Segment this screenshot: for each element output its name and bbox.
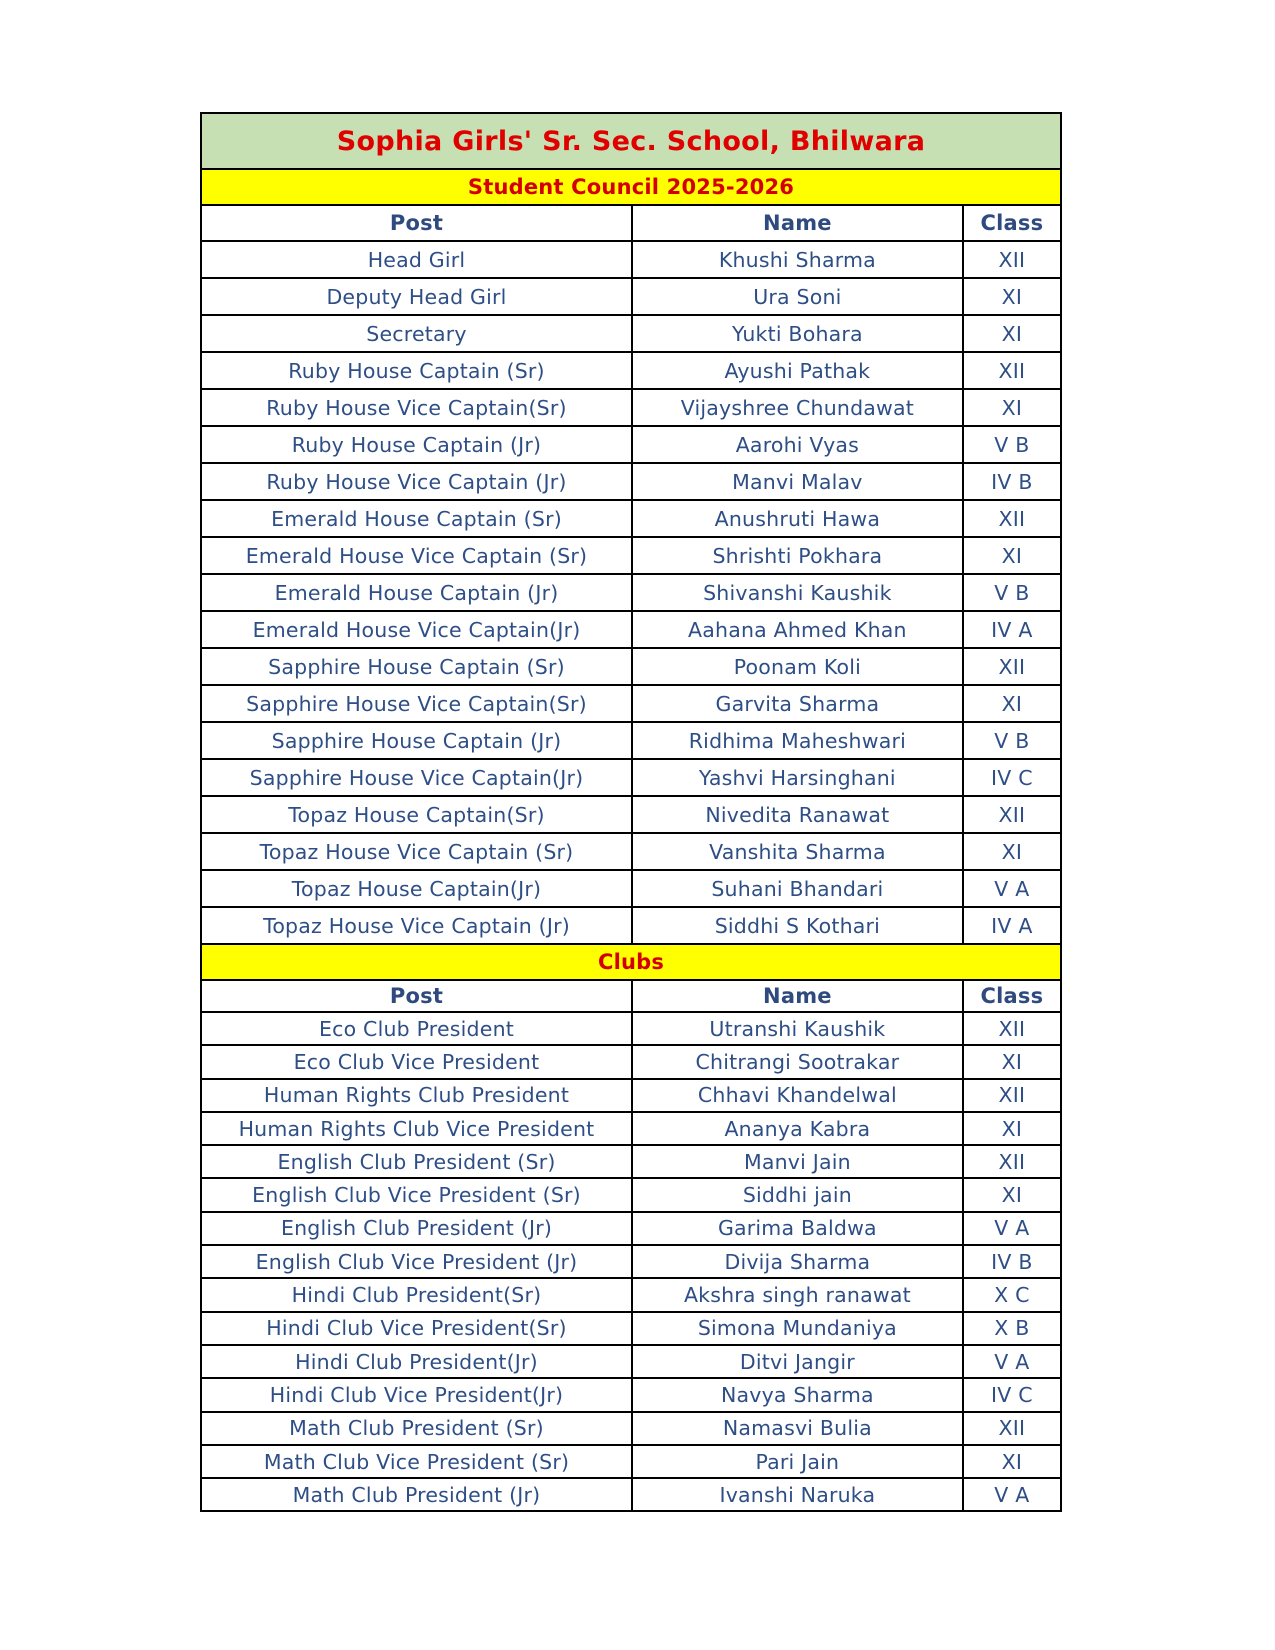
class-cell: XII: [963, 1079, 1061, 1112]
post-cell: English Club Vice President (Sr): [201, 1178, 632, 1211]
name-cell: Siddhi S Kothari: [632, 907, 963, 944]
name-cell: Vanshita Sharma: [632, 833, 963, 870]
name-cell: Shivanshi Kaushik: [632, 574, 963, 611]
column-header-post: Post: [201, 205, 632, 241]
class-cell: XI: [963, 389, 1061, 426]
clubs-table-row: [201, 1345, 1061, 1378]
title-row: [201, 113, 1061, 169]
clubs-table-row: [201, 1378, 1061, 1411]
name-cell: Anushruti Hawa: [632, 500, 963, 537]
class-cell: XII: [963, 1412, 1061, 1445]
post-cell: Hindi Club President(Jr): [201, 1345, 632, 1378]
class-cell: V A: [963, 1478, 1061, 1511]
post-cell: Sapphire House Captain (Sr): [201, 648, 632, 685]
name-cell: Manvi Malav: [632, 463, 963, 500]
clubs-table-row: [201, 1445, 1061, 1478]
class-cell: XI: [963, 1112, 1061, 1145]
name-cell: Manvi Jain: [632, 1145, 963, 1178]
class-cell: XII: [963, 500, 1061, 537]
council-table-row: [201, 796, 1061, 833]
council-table-row: [201, 870, 1061, 907]
class-cell: XI: [963, 1178, 1061, 1211]
council-column-header-row: [201, 205, 1061, 241]
name-cell: Aahana Ahmed Khan: [632, 611, 963, 648]
post-cell: Ruby House Vice Captain(Sr): [201, 389, 632, 426]
clubs-table-row: [201, 1045, 1061, 1078]
class-cell: X B: [963, 1312, 1061, 1345]
post-cell: Hindi Club Vice President(Jr): [201, 1378, 632, 1411]
name-cell: Yashvi Harsinghani: [632, 759, 963, 796]
class-cell: XII: [963, 796, 1061, 833]
class-cell: IV C: [963, 1378, 1061, 1411]
post-cell: Topaz House Captain(Jr): [201, 870, 632, 907]
class-cell: XII: [963, 648, 1061, 685]
post-cell: Topaz House Captain(Sr): [201, 796, 632, 833]
school-title: Sophia Girls' Sr. Sec. School, Bhilwara: [201, 113, 1061, 169]
class-cell: XII: [963, 1012, 1061, 1045]
council-table-row: [201, 463, 1061, 500]
clubs-table-row: [201, 1212, 1061, 1245]
class-cell: IV A: [963, 907, 1061, 944]
column-header-class: Class: [963, 205, 1061, 241]
class-cell: IV B: [963, 463, 1061, 500]
post-cell: English Club President (Sr): [201, 1145, 632, 1178]
class-cell: V B: [963, 722, 1061, 759]
post-cell: Head Girl: [201, 241, 632, 278]
council-table-row: [201, 315, 1061, 352]
name-cell: Ura Soni: [632, 278, 963, 315]
name-cell: Aarohi Vyas: [632, 426, 963, 463]
council-table-row: [201, 241, 1061, 278]
post-cell: Eco Club Vice President: [201, 1045, 632, 1078]
name-cell: Suhani Bhandari: [632, 870, 963, 907]
class-cell: V B: [963, 426, 1061, 463]
clubs-table-row: [201, 1079, 1061, 1112]
class-cell: XI: [963, 315, 1061, 352]
name-cell: Shrishti Pokhara: [632, 537, 963, 574]
council-table-row: [201, 352, 1061, 389]
post-cell: Ruby House Captain (Jr): [201, 426, 632, 463]
council-table-row: [201, 500, 1061, 537]
council-table-row: [201, 389, 1061, 426]
council-table-row: [201, 648, 1061, 685]
council-table: [200, 112, 1062, 1512]
name-cell: Pari Jain: [632, 1445, 963, 1478]
post-cell: Hindi Club Vice President(Sr): [201, 1312, 632, 1345]
name-cell: Chhavi Khandelwal: [632, 1079, 963, 1112]
council-table-row: [201, 907, 1061, 944]
clubs-table-row: [201, 1245, 1061, 1278]
clubs-table-row: [201, 1278, 1061, 1311]
clubs-table-row: [201, 1112, 1061, 1145]
name-cell: Ridhima Maheshwari: [632, 722, 963, 759]
clubs-table-row: [201, 1012, 1061, 1045]
class-cell: V A: [963, 1345, 1061, 1378]
council-table-row: [201, 685, 1061, 722]
name-cell: Yukti Bohara: [632, 315, 963, 352]
class-cell: X C: [963, 1278, 1061, 1311]
post-cell: Hindi Club President(Sr): [201, 1278, 632, 1311]
name-cell: Simona Mundaniya: [632, 1312, 963, 1345]
post-cell: Emerald House Captain (Jr): [201, 574, 632, 611]
name-cell: Vijayshree Chundawat: [632, 389, 963, 426]
column-header-name: Name: [632, 980, 963, 1012]
council-heading: Student Council 2025-2026: [201, 169, 1061, 205]
name-cell: Ivanshi Naruka: [632, 1478, 963, 1511]
post-cell: Human Rights Club Vice President: [201, 1112, 632, 1145]
class-cell: IV C: [963, 759, 1061, 796]
name-cell: Navya Sharma: [632, 1378, 963, 1411]
name-cell: Garvita Sharma: [632, 685, 963, 722]
council-table-row: [201, 611, 1061, 648]
class-cell: XII: [963, 352, 1061, 389]
name-cell: Akshra singh ranawat: [632, 1278, 963, 1311]
post-cell: Emerald House Captain (Sr): [201, 500, 632, 537]
class-cell: IV B: [963, 1245, 1061, 1278]
name-cell: Ditvi Jangir: [632, 1345, 963, 1378]
council-table-row: [201, 537, 1061, 574]
clubs-table-row: [201, 1178, 1061, 1211]
class-cell: XII: [963, 1145, 1061, 1178]
class-cell: XII: [963, 241, 1061, 278]
name-cell: Nivedita Ranawat: [632, 796, 963, 833]
post-cell: Sapphire House Vice Captain(Jr): [201, 759, 632, 796]
column-header-name: Name: [632, 205, 963, 241]
class-cell: XI: [963, 685, 1061, 722]
post-cell: Deputy Head Girl: [201, 278, 632, 315]
post-cell: Topaz House Vice Captain (Sr): [201, 833, 632, 870]
name-cell: Namasvi Bulia: [632, 1412, 963, 1445]
name-cell: Utranshi Kaushik: [632, 1012, 963, 1045]
council-heading-row: [201, 169, 1061, 205]
name-cell: Siddhi jain: [632, 1178, 963, 1211]
post-cell: Ruby House Vice Captain (Jr): [201, 463, 632, 500]
class-cell: XI: [963, 278, 1061, 315]
clubs-table-row: [201, 1145, 1061, 1178]
post-cell: Topaz House Vice Captain (Jr): [201, 907, 632, 944]
post-cell: Math Club President (Sr): [201, 1412, 632, 1445]
post-cell: English Club Vice President (Jr): [201, 1245, 632, 1278]
name-cell: Chitrangi Sootrakar: [632, 1045, 963, 1078]
post-cell: Sapphire House Vice Captain(Sr): [201, 685, 632, 722]
class-cell: V B: [963, 574, 1061, 611]
clubs-table-row: [201, 1478, 1061, 1511]
post-cell: Math Club Vice President (Sr): [201, 1445, 632, 1478]
post-cell: Emerald House Vice Captain(Jr): [201, 611, 632, 648]
clubs-table-row: [201, 1312, 1061, 1345]
post-cell: Secretary: [201, 315, 632, 352]
council-sheet: [200, 112, 1062, 1512]
council-table-row: [201, 426, 1061, 463]
name-cell: Ananya Kabra: [632, 1112, 963, 1145]
class-cell: IV A: [963, 611, 1061, 648]
post-cell: Emerald House Vice Captain (Sr): [201, 537, 632, 574]
post-cell: Sapphire House Captain (Jr): [201, 722, 632, 759]
name-cell: Garima Baldwa: [632, 1212, 963, 1245]
column-header-class: Class: [963, 980, 1061, 1012]
class-cell: V A: [963, 870, 1061, 907]
post-cell: English Club President (Jr): [201, 1212, 632, 1245]
clubs-table-row: [201, 1412, 1061, 1445]
name-cell: Poonam Koli: [632, 648, 963, 685]
post-cell: Human Rights Club President: [201, 1079, 632, 1112]
clubs-heading-row: [201, 944, 1061, 980]
council-table-row: [201, 722, 1061, 759]
council-table-row: [201, 833, 1061, 870]
class-cell: XI: [963, 1445, 1061, 1478]
class-cell: XI: [963, 1045, 1061, 1078]
post-cell: Math Club President (Jr): [201, 1478, 632, 1511]
name-cell: Ayushi Pathak: [632, 352, 963, 389]
name-cell: Khushi Sharma: [632, 241, 963, 278]
clubs-column-header-row: [201, 980, 1061, 1012]
post-cell: Ruby House Captain (Sr): [201, 352, 632, 389]
council-table-row: [201, 759, 1061, 796]
class-cell: XI: [963, 833, 1061, 870]
class-cell: V A: [963, 1212, 1061, 1245]
column-header-post: Post: [201, 980, 632, 1012]
name-cell: Divija Sharma: [632, 1245, 963, 1278]
clubs-heading: Clubs: [201, 944, 1061, 980]
council-table-row: [201, 278, 1061, 315]
post-cell: Eco Club President: [201, 1012, 632, 1045]
class-cell: XI: [963, 537, 1061, 574]
council-table-row: [201, 574, 1061, 611]
